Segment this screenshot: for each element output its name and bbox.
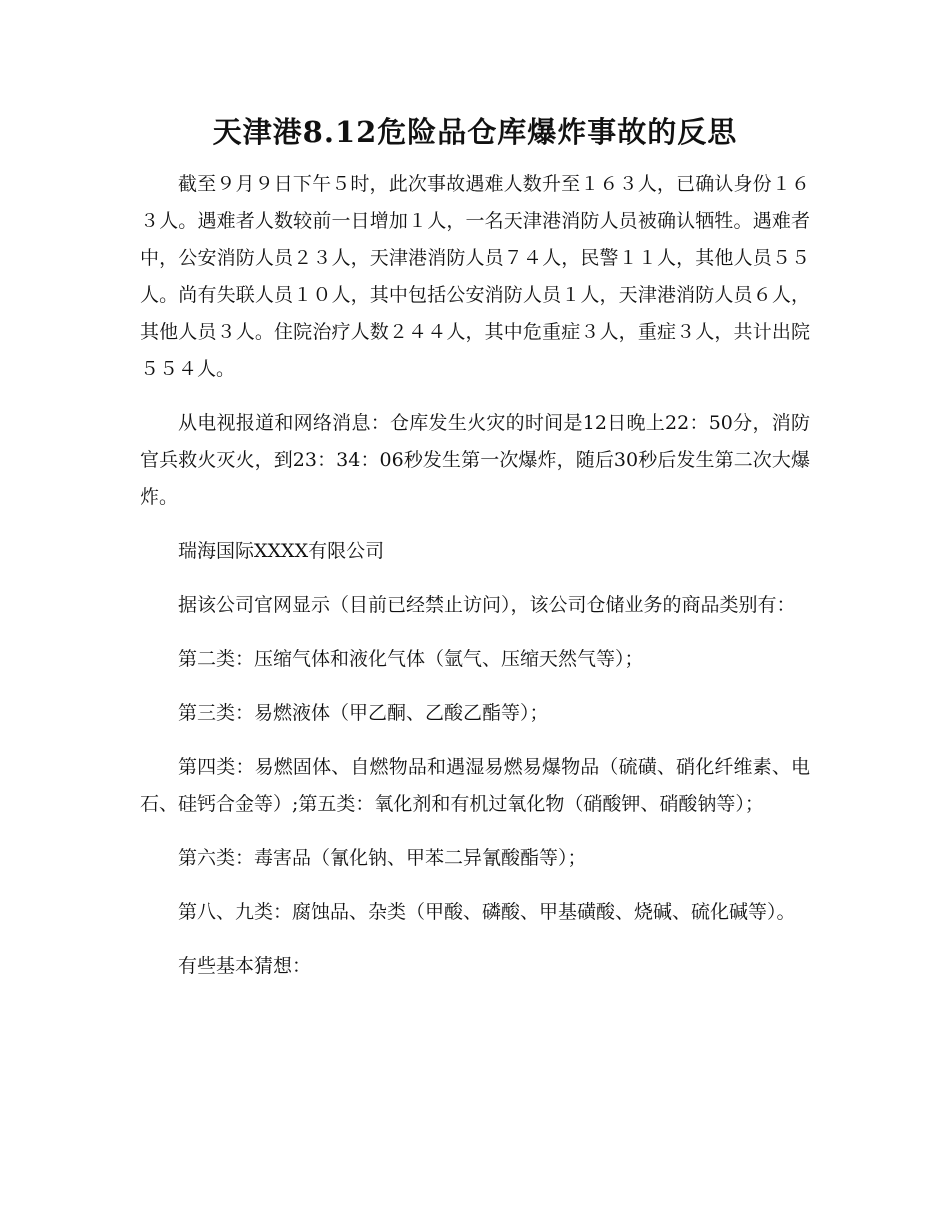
paragraph-class-6: 第六类：毒害品（氰化钠、甲苯二异氰酸酯等）； (178, 847, 587, 869)
paragraph-explosion-timeline: 从电视报道和网络消息：仓库发生火灾的时间是12日晚上22：50分，消防官兵救火灭火，到23：34：06秒发生第一次爆炸，随后30秒后发生第二次大爆炸。 (140, 412, 810, 508)
paragraph-casualty-stats: 截至９月９日下午５时，此次事故遇难人数升至１６３人，已确认身份１６３人。遇难者人数较前一日增加１人，一名天津港消防人员被确认牺牲。遇难者中，公安消防人员２３人，天津港消防人员７４人，民警１１人，其他人员５５人。尚有失联人员１０人，其中包括公安消防人员１人，天津港消防人员６人，其他人员３人。住院治疗人数２４４人，其中危重症３人，重症３人，共计出院５５４人。 (140, 173, 810, 380)
paragraph-hypotheses-heading: 有些基本猜想： (178, 955, 312, 977)
document-title: 天津港8.12危险品仓库爆炸事故的反思 (212, 115, 738, 149)
paragraph-company-name: 瑞海国际XXXX有限公司 (178, 540, 385, 562)
paragraph-class-4-5: 第四类：易燃固体、自燃物品和遇湿易燃易爆物品（硫磺、硝化纤维素、电石、硅钙合金等）;第五类：氧化剂和有机过氧化物（硝酸钾、硝酸钠等）； (140, 756, 810, 815)
paragraph-company-website: 据该公司官网显示（目前已经禁止访问），该公司仓储业务的商品类别有： (178, 594, 796, 616)
document-body (140, 166, 810, 985)
paragraph-class-2: 第二类：压缩气体和液化气体（氩气、压缩天然气等）； (178, 648, 644, 670)
paragraph-class-8-9: 第八、九类：腐蚀品、杂类（甲酸、磷酸、甲基磺酸、烧碱、硫化碱等）。 (178, 901, 796, 923)
paragraph-class-3: 第三类：易燃液体（甲乙酮、乙酸乙酯等）； (178, 702, 549, 724)
